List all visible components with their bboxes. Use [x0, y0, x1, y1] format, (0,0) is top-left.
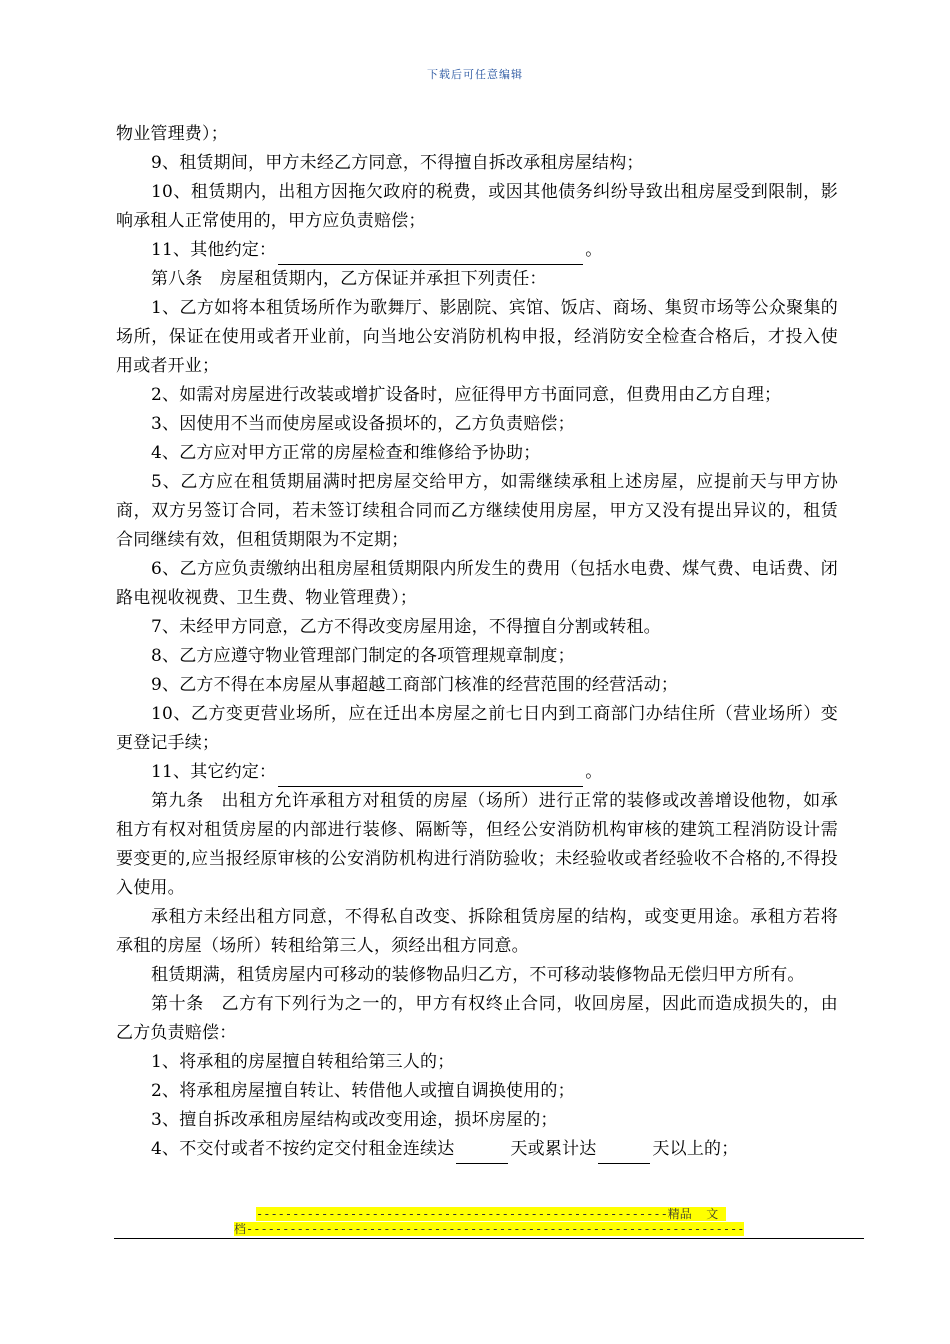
paragraph: 承租方未经出租方同意，不得私自改变、拆除租赁房屋的结构，或变更用途。承租方若将承租的房屋（场所）转租给第三人，须经出租方同意。: [116, 907, 838, 956]
clause-text: 天以上的；: [652, 1139, 739, 1159]
header-note: 下载后可任意编辑: [427, 68, 523, 81]
clause-end: 。: [585, 762, 603, 782]
paragraph: 1、将承租的房屋擅自转租给第三人的；: [151, 1052, 455, 1072]
paragraph: 9、乙方不得在本房屋从事超越工商部门核准的经营范围的经营活动；: [151, 675, 679, 695]
footer-watermark-line-2: 档---------------------------------------------------------------------: [234, 1222, 744, 1236]
article-heading: 第十条 乙方有下列行为之一的，甲方有权终止合同，收回房屋，因此而造成损失的，由乙方负责赔偿：: [116, 994, 838, 1043]
paragraph: [116, 758, 838, 787]
clause-label: 11、其他约定：: [151, 240, 277, 260]
paragraph: 8、乙方应遵守物业管理部门制定的各项管理规章制度；: [151, 646, 575, 666]
article-heading: 第九条 出租方允许承租方对租赁的房屋（场所）进行正常的装修或改善增设他物，如承租方有权对租赁房屋的内部进行装修、隔断等，但经公安消防机构审核的建筑工程消防设计需要变更的,应当报经原审核的公安消防机构进行消防验收；未经验收或者经验收不合格的,不得投入使用。: [116, 791, 838, 898]
paragraph: 4、乙方应对甲方正常的房屋检查和维修给予协助；: [151, 443, 541, 463]
article-heading: 第八条 房屋租赁期内，乙方保证并承担下列责任：: [151, 269, 547, 289]
paragraph: 9、租赁期间，甲方未经乙方同意，不得擅自拆改承租房屋结构；: [151, 153, 644, 173]
fill-in-blank[interactable]: [278, 244, 583, 265]
paragraph: 3、擅自拆改承租房屋结构或改变用途，损坏房屋的；: [151, 1110, 558, 1130]
footer-rule: [114, 1238, 864, 1239]
paragraph: 7、未经甲方同意，乙方不得改变房屋用途，不得擅自分割或转租。: [151, 617, 661, 637]
fill-in-blank[interactable]: [278, 766, 583, 787]
paragraph: 10、乙方变更营业场所，应在迁出本房屋之前七日内到工商部门办结住所（营业场所）变更登记手续；: [116, 704, 838, 753]
paragraph: 租赁期满，租赁房屋内可移动的装修物品归乙方，不可移动装修物品无偿归甲方所有。: [151, 965, 805, 985]
paragraph: 10、租赁期内，出租方因拖欠政府的税费，或因其他债务纠纷导致出租房屋受到限制，影响承租人正常使用的，甲方应负责赔偿；: [116, 182, 838, 231]
paragraph: 6、乙方应负责缴纳出租房屋租赁期限内所发生的费用（包括水电费、煤气费、电话费、闭路电视收视费、卫生费、物业管理费）；: [116, 559, 838, 608]
document-body: [116, 120, 838, 1164]
fill-in-blank[interactable]: [456, 1143, 508, 1164]
paragraph: 2、如需对房屋进行改装或增扩设备时，应征得甲方书面同意，但费用由乙方自理；: [151, 385, 782, 405]
paragraph: [116, 236, 838, 265]
clause-label: 11、其它约定：: [151, 762, 277, 782]
paragraph: 1、乙方如将本租赁场所作为歌舞厅、影剧院、宾馆、饭店、商场、集贸市场等公众聚集的场所，保证在使用或者开业前，向当地公安消防机构申报，经消防安全检查合格后，才投入使用或者开业；: [116, 298, 838, 376]
clause-end: 。: [585, 240, 603, 260]
footer-watermark-line-1: ---------------------------------------------------------精品 文: [256, 1207, 726, 1221]
paragraph: 3、因使用不当而使房屋或设备损坏的，乙方负责赔偿；: [151, 414, 575, 434]
clause-text: 天或累计达: [510, 1139, 597, 1159]
paragraph: [116, 1135, 838, 1164]
clause-text: 4、不交付或者不按约定交付租金连续达: [151, 1139, 455, 1159]
paragraph: 5、乙方应在租赁期届满时把房屋交给甲方，如需继续承租上述房屋，应提前天与甲方协商，双方另签订合同，若未签订续租合同而乙方继续使用房屋，甲方又没有提出异议的，租赁合同继续有效，但租赁期限为不定期；: [116, 472, 838, 550]
paragraph: 物业管理费）；: [116, 124, 228, 144]
paragraph: 2、将承租房屋擅自转让、转借他人或擅自调换使用的；: [151, 1081, 575, 1101]
fill-in-blank[interactable]: [598, 1143, 650, 1164]
